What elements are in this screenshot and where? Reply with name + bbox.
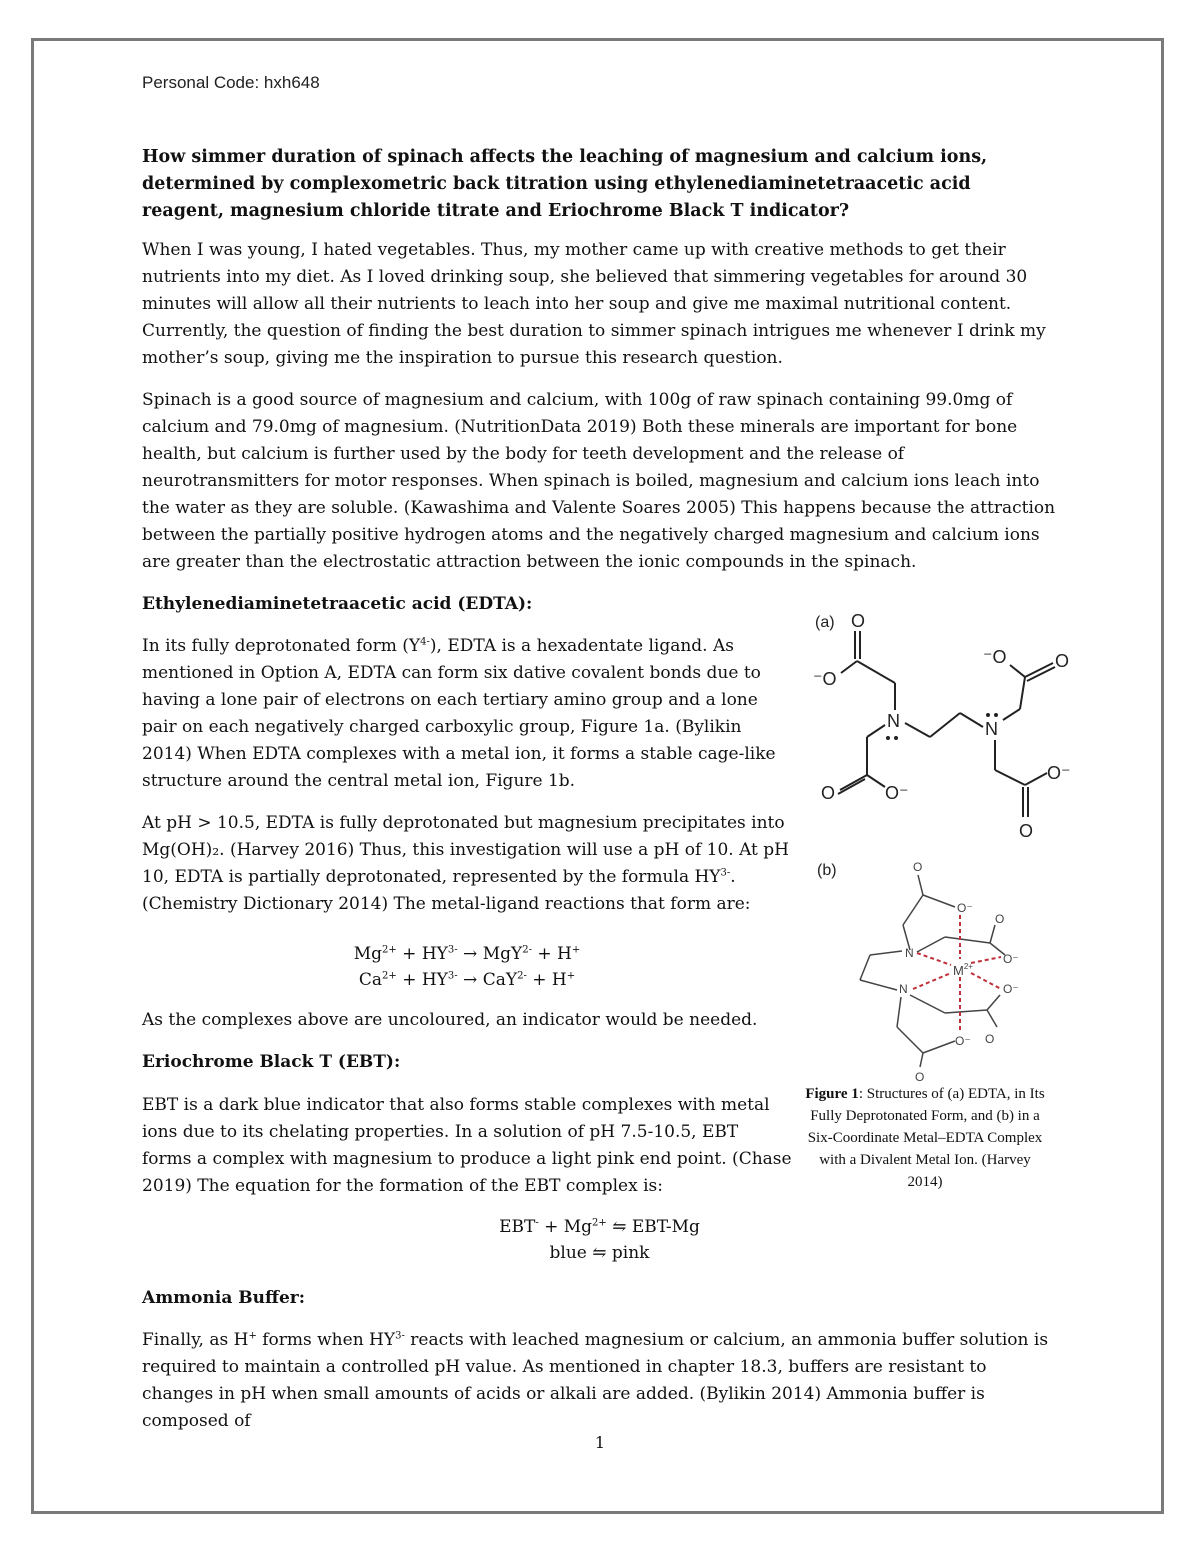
atom-o-minus-1: ⁻O: [813, 669, 837, 689]
ebt-equations: [142, 1214, 1057, 1266]
atom-o-minus-b3: O⁻: [1003, 982, 1019, 996]
atom-n-b1: N: [905, 946, 914, 960]
figure-label-a: (a): [815, 614, 835, 631]
atom-o-minus-b1: O⁻: [957, 901, 973, 915]
atom-o-minus-2: O⁻: [885, 783, 909, 803]
atom-n-2: N: [985, 719, 998, 739]
research-question-title: How simmer duration of spinach affects the leaching of magnesium and calcium ions, determined by complexometric back titration using ethylenediaminetetraacetic acid reagent, magnesium chloride titrate and Eriochrome Black T indicator?: [142, 147, 988, 221]
metal-edta-complex-diagram: [805, 855, 1065, 1085]
figure-label-b: (b): [817, 862, 837, 879]
ca-edta-equation: $Ca^{2+} + HY^{3-} \to CaY^{2-} + H^+$: [358, 970, 576, 990]
intro-paragraph-2: Spinach is a good source of magnesium and calcium, with 100g of raw spinach containing 99.0mg of calcium and 79.0mg of magnesium. (NutritionData 2019) Both these minerals are important for bone health, but calcium is further used by the body for teeth development and the release of neurotransmitters for motor responses. When spinach is boiled, magnesium and calcium ions leach into the water as they are soluble. (Kawashima and Valente Soares 2005) This happens because the attraction between the partially positive hydrogen atoms and the negatively charged magnesium and calcium ions are greater than the electrostatic attraction between the ionic compounds in the spinach.: [142, 390, 1056, 572]
edta-heading: Ethylenediaminetetraacetic acid (EDTA):: [142, 594, 533, 614]
atom-n-1: N: [887, 711, 900, 731]
personal-code-header: Personal Code: hxh648: [142, 73, 320, 92]
ebt-color-change: blue ⇋ pink: [549, 1243, 650, 1263]
atom-o-b1: O: [913, 860, 923, 874]
atom-o-3: O: [1055, 651, 1070, 671]
edta-paragraph-1: In its fully deprotonated form $(Y^{4-})$, EDTA is a hexadentate ligand. As mentioned in Option A, EDTA can form six dative covalent bonds due to having a lone pair of electrons on each tertiary amino group and a lone pair on each negatively charged carboxylic group, Figure 1a. (Bylikin 2014) When EDTA complexes with a metal ion, it forms a stable cage-like structure around the central metal ion, Figure 1b.: [142, 636, 776, 791]
atom-o-1: O: [851, 611, 866, 631]
edta-paragraph-2: At pH > 10.5, EDTA is fully deprotonated but magnesium precipitates into Mg(OH)₂. (Harvey 2016) Thus, this investigation will use a pH of 10. At pH 10, EDTA is partially deprotonated, represented by the formula $HY^{3-}$. (Chemistry Dictionary 2014) The metal-ligand reactions that form are:: [142, 813, 790, 914]
ebt-paragraph: EBT is a dark blue indicator that also forms stable complexes with metal ions due to its chelating properties. In a solution of pH 7.5-10.5, EBT forms a complex with magnesium to produce a light pink end point. (Chase 2019) The equation for the formation of the EBT complex is:: [142, 1095, 792, 1196]
intro-paragraph-1: When I was young, I hated vegetables. Thus, my mother came up with creative methods to get their nutrients into my diet. As I loved drinking soup, she believed that simmering vegetables for around 30 minutes will allow all their nutrients to leach into her soup and give me maximal nutritional content. Currently, the question of finding the best duration to simmer spinach intrigues me whenever I drink my mother’s soup, giving me the inspiration to pursue this research question.: [142, 240, 1046, 368]
atom-o-4: O: [1019, 821, 1034, 841]
atom-o-minus-b2: O⁻: [1003, 952, 1019, 966]
atom-n-b2: N: [899, 982, 908, 996]
atom-o-minus-4: O⁻: [1047, 763, 1071, 783]
edta-structure-diagram: [805, 605, 1075, 850]
ammonia-buffer-heading: Ammonia Buffer:: [142, 1288, 305, 1308]
atom-o-b4: O: [915, 1070, 925, 1084]
atom-o-minus-b4: O⁻: [955, 1034, 971, 1048]
edta-equations: [142, 941, 792, 993]
edta-paragraph-3: As the complexes above are uncoloured, an indicator would be needed.: [142, 1010, 758, 1030]
atom-o-minus-3: ⁻O: [983, 647, 1007, 667]
atom-o-b3: O: [985, 1032, 995, 1046]
atom-o-2: O: [821, 783, 836, 803]
metal-ion: $M^{2+}$: [953, 962, 973, 978]
atom-o-b2: O: [995, 912, 1005, 926]
page-number: 1: [594, 1433, 606, 1452]
figure-1-caption: Figure 1: Structures of (a) EDTA, in Its Fully Deprotonated Form, and (b) in a Six-Coordinate Metal–EDTA Complex with a Divalent Metal Ion. (Harvey 2014): [805, 1086, 1045, 1190]
ebt-mg-equation: $EBT^- + Mg^{2+}$ ⇋ EBT-Mg: [499, 1217, 700, 1237]
ebt-heading: Eriochrome Black T (EBT):: [142, 1052, 401, 1072]
ammonia-buffer-paragraph: Finally, as H+ forms when $HY^{3-}$ reacts with leached magnesium or calcium, an ammonia buffer solution is required to maintain a controlled pH value. As mentioned in chapter 18.3, buffers are resistant to changes in pH when small amounts of acids or alkali are added. (Bylikin 2014) Ammonia buffer is composed of: [142, 1330, 1049, 1431]
mg-edta-equation: $Mg^{2+} + HY^{3-} \to MgY^{2-} + H^+$: [353, 944, 581, 964]
